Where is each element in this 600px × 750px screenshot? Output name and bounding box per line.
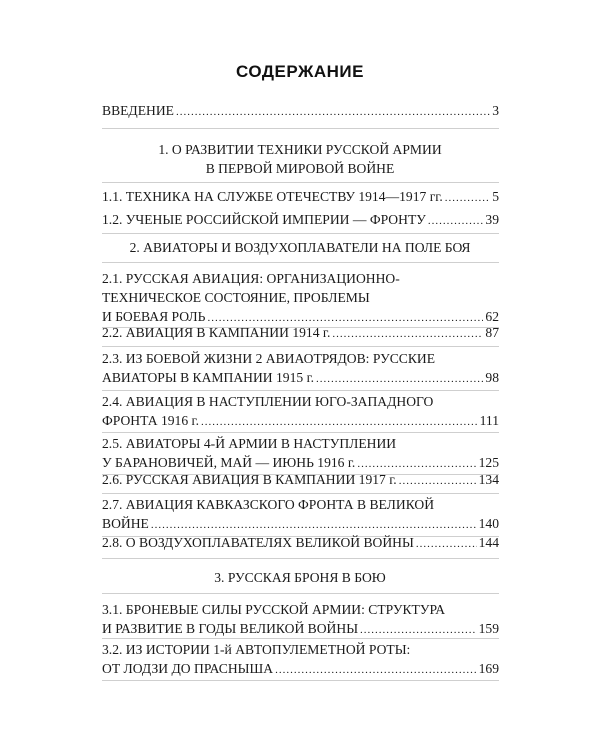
section-heading-2: 2. АВИАТОРЫ И ВОЗДУХОПЛАВАТЕЛИ НА ПОЛЕ БОЯ [129, 240, 471, 255]
toc-entry-1-1[interactable] [102, 187, 499, 208]
divider [102, 233, 499, 234]
dot-leader [416, 535, 477, 554]
toc-page-number: 140 [478, 516, 499, 531]
toc-entry-2-7[interactable]: 2.7. АВИАЦИЯ КАВКАЗСКОГО ФРОНТА В ВЕЛИКОЙ ВОЙНЕ ..... 140 [102, 495, 499, 535]
toc-entry-3-2[interactable]: 3.2. ИЗ ИСТОРИИ 1-й АВТОПУЛЕМЕТНОЙ РОТЫ: ОТ ЛОДЗИ ДО ПРАСНЫША ..... 169 [102, 640, 499, 680]
dot-leader [316, 370, 483, 389]
toc-entry-title: 2.8. О ВОЗДУХОПЛАВАТЕЛЯХ ВЕЛИКОЙ ВОЙНЫ [102, 535, 414, 550]
toc-entry-title: 1.2. УЧЕНЫЕ РОССИЙСКОЙ ИМПЕРИИ — ФРОНТУ [102, 212, 426, 227]
divider [102, 558, 499, 559]
toc-entry-title: ФРОНТА 1916 г. [102, 413, 199, 428]
divider [102, 593, 499, 594]
toc-entry-1-2[interactable] [102, 210, 499, 231]
toc-page-number: 62 [485, 309, 499, 324]
toc-page-number: 5 [492, 189, 499, 204]
toc-entry-title: У БАРАНОВИЧЕЙ, МАЙ — ИЮНЬ 1916 г. [102, 455, 356, 470]
toc-page-number: 98 [485, 370, 499, 385]
toc-entry-2-8[interactable] [102, 533, 499, 554]
divider [102, 262, 499, 263]
toc-page-number: 134 [478, 472, 499, 487]
toc-page-number: 87 [485, 325, 499, 340]
section-heading-3: 3. РУССКАЯ БРОНЯ В БОЮ [214, 570, 386, 585]
toc-entry-3-1[interactable]: 3.1. БРОНЕВЫЕ СИЛЫ РУССКОЙ АРМИИ: СТРУКТУРА И РАЗВИТИЕ В ГОДЫ ВЕЛИКОЙ ВОЙНЫ ..... 159 [102, 600, 499, 640]
toc-entry-title: И РАЗВИТИЕ В ГОДЫ ВЕЛИКОЙ ВОЙНЫ [102, 621, 359, 636]
toc-page-number: 39 [485, 212, 499, 227]
toc-page-number: 125 [478, 455, 499, 470]
dot-leader [176, 103, 490, 122]
toc-entry-title: ОТ ЛОДЗИ ДО ПРАСНЫША [102, 661, 274, 676]
toc-entry-title: 2.6. РУССКАЯ АВИАЦИЯ В КАМПАНИИ 1917 г. [102, 472, 397, 487]
toc-page-number: 3 [492, 103, 499, 118]
section-heading-1: 1. О РАЗВИТИИ ТЕХНИКИ РУССКОЙ АРМИИ В ПЕРВОЙ МИРОВОЙ ВОЙНЕ [158, 142, 442, 176]
divider [102, 432, 499, 433]
toc-entry-2-4[interactable]: 2.4. АВИАЦИЯ В НАСТУПЛЕНИИ ЮГО-ЗАПАДНОГО ФРОНТА 1916 г. ..... 111 [102, 392, 499, 432]
toc-entry-title: 2.2. АВИАЦИЯ В КАМПАНИИ 1914 г. [102, 325, 331, 340]
toc-entry-2-5[interactable]: 2.5. АВИАТОРЫ 4-Й АРМИИ В НАСТУПЛЕНИИ У БАРАНОВИЧЕЙ, МАЙ — ИЮНЬ 1916 г. ..... 125 [102, 434, 499, 474]
dot-leader [445, 189, 490, 208]
toc-entry-title: ВОЙНЕ [102, 516, 149, 531]
toc-entry-2-2[interactable] [102, 323, 499, 344]
toc-page-number: 169 [478, 661, 499, 676]
dot-leader [428, 212, 484, 231]
toc-entry-2-1[interactable]: 2.1. РУССКАЯ АВИАЦИЯ: ОРГАНИЗАЦИОННО- ТЕХНИЧЕСКОЕ СОСТОЯНИЕ, ПРОБЛЕМЫ И БОЕВАЯ РОЛЬ ..... 62 [102, 269, 499, 328]
divider [102, 182, 499, 183]
divider [102, 680, 499, 681]
dot-leader [332, 325, 483, 344]
toc-entry-title: ВВЕДЕНИЕ [102, 103, 174, 118]
dot-leader [201, 413, 478, 432]
divider [102, 493, 499, 494]
toc-entry-title: 1.1. ТЕХНИКА НА СЛУЖБЕ ОТЕЧЕСТВУ 1914—1917 гг. [102, 189, 443, 204]
toc-entry-title: АВИАТОРЫ В КАМПАНИИ 1915 г. [102, 370, 315, 385]
toc-entry-title: И БОЕВАЯ РОЛЬ [102, 309, 206, 324]
dot-leader [275, 661, 477, 680]
toc-entry-2-3[interactable]: 2.3. ИЗ БОЕВОЙ ЖИЗНИ 2 АВИАОТРЯДОВ: РУССКИЕ АВИАТОРЫ В КАМПАНИИ 1915 г. ..... 98 [102, 349, 499, 389]
toc-entry-2-6[interactable] [102, 470, 499, 491]
page-title: СОДЕРЖАНИЕ [236, 62, 364, 81]
dot-leader [399, 472, 477, 491]
toc-entry-intro[interactable] [102, 101, 499, 122]
divider [102, 638, 499, 639]
toc-page-number: 159 [478, 621, 499, 636]
divider [102, 390, 499, 391]
divider [102, 346, 499, 347]
toc-page-number: 111 [479, 413, 499, 428]
toc-page-number: 144 [478, 535, 499, 550]
divider [102, 128, 499, 129]
